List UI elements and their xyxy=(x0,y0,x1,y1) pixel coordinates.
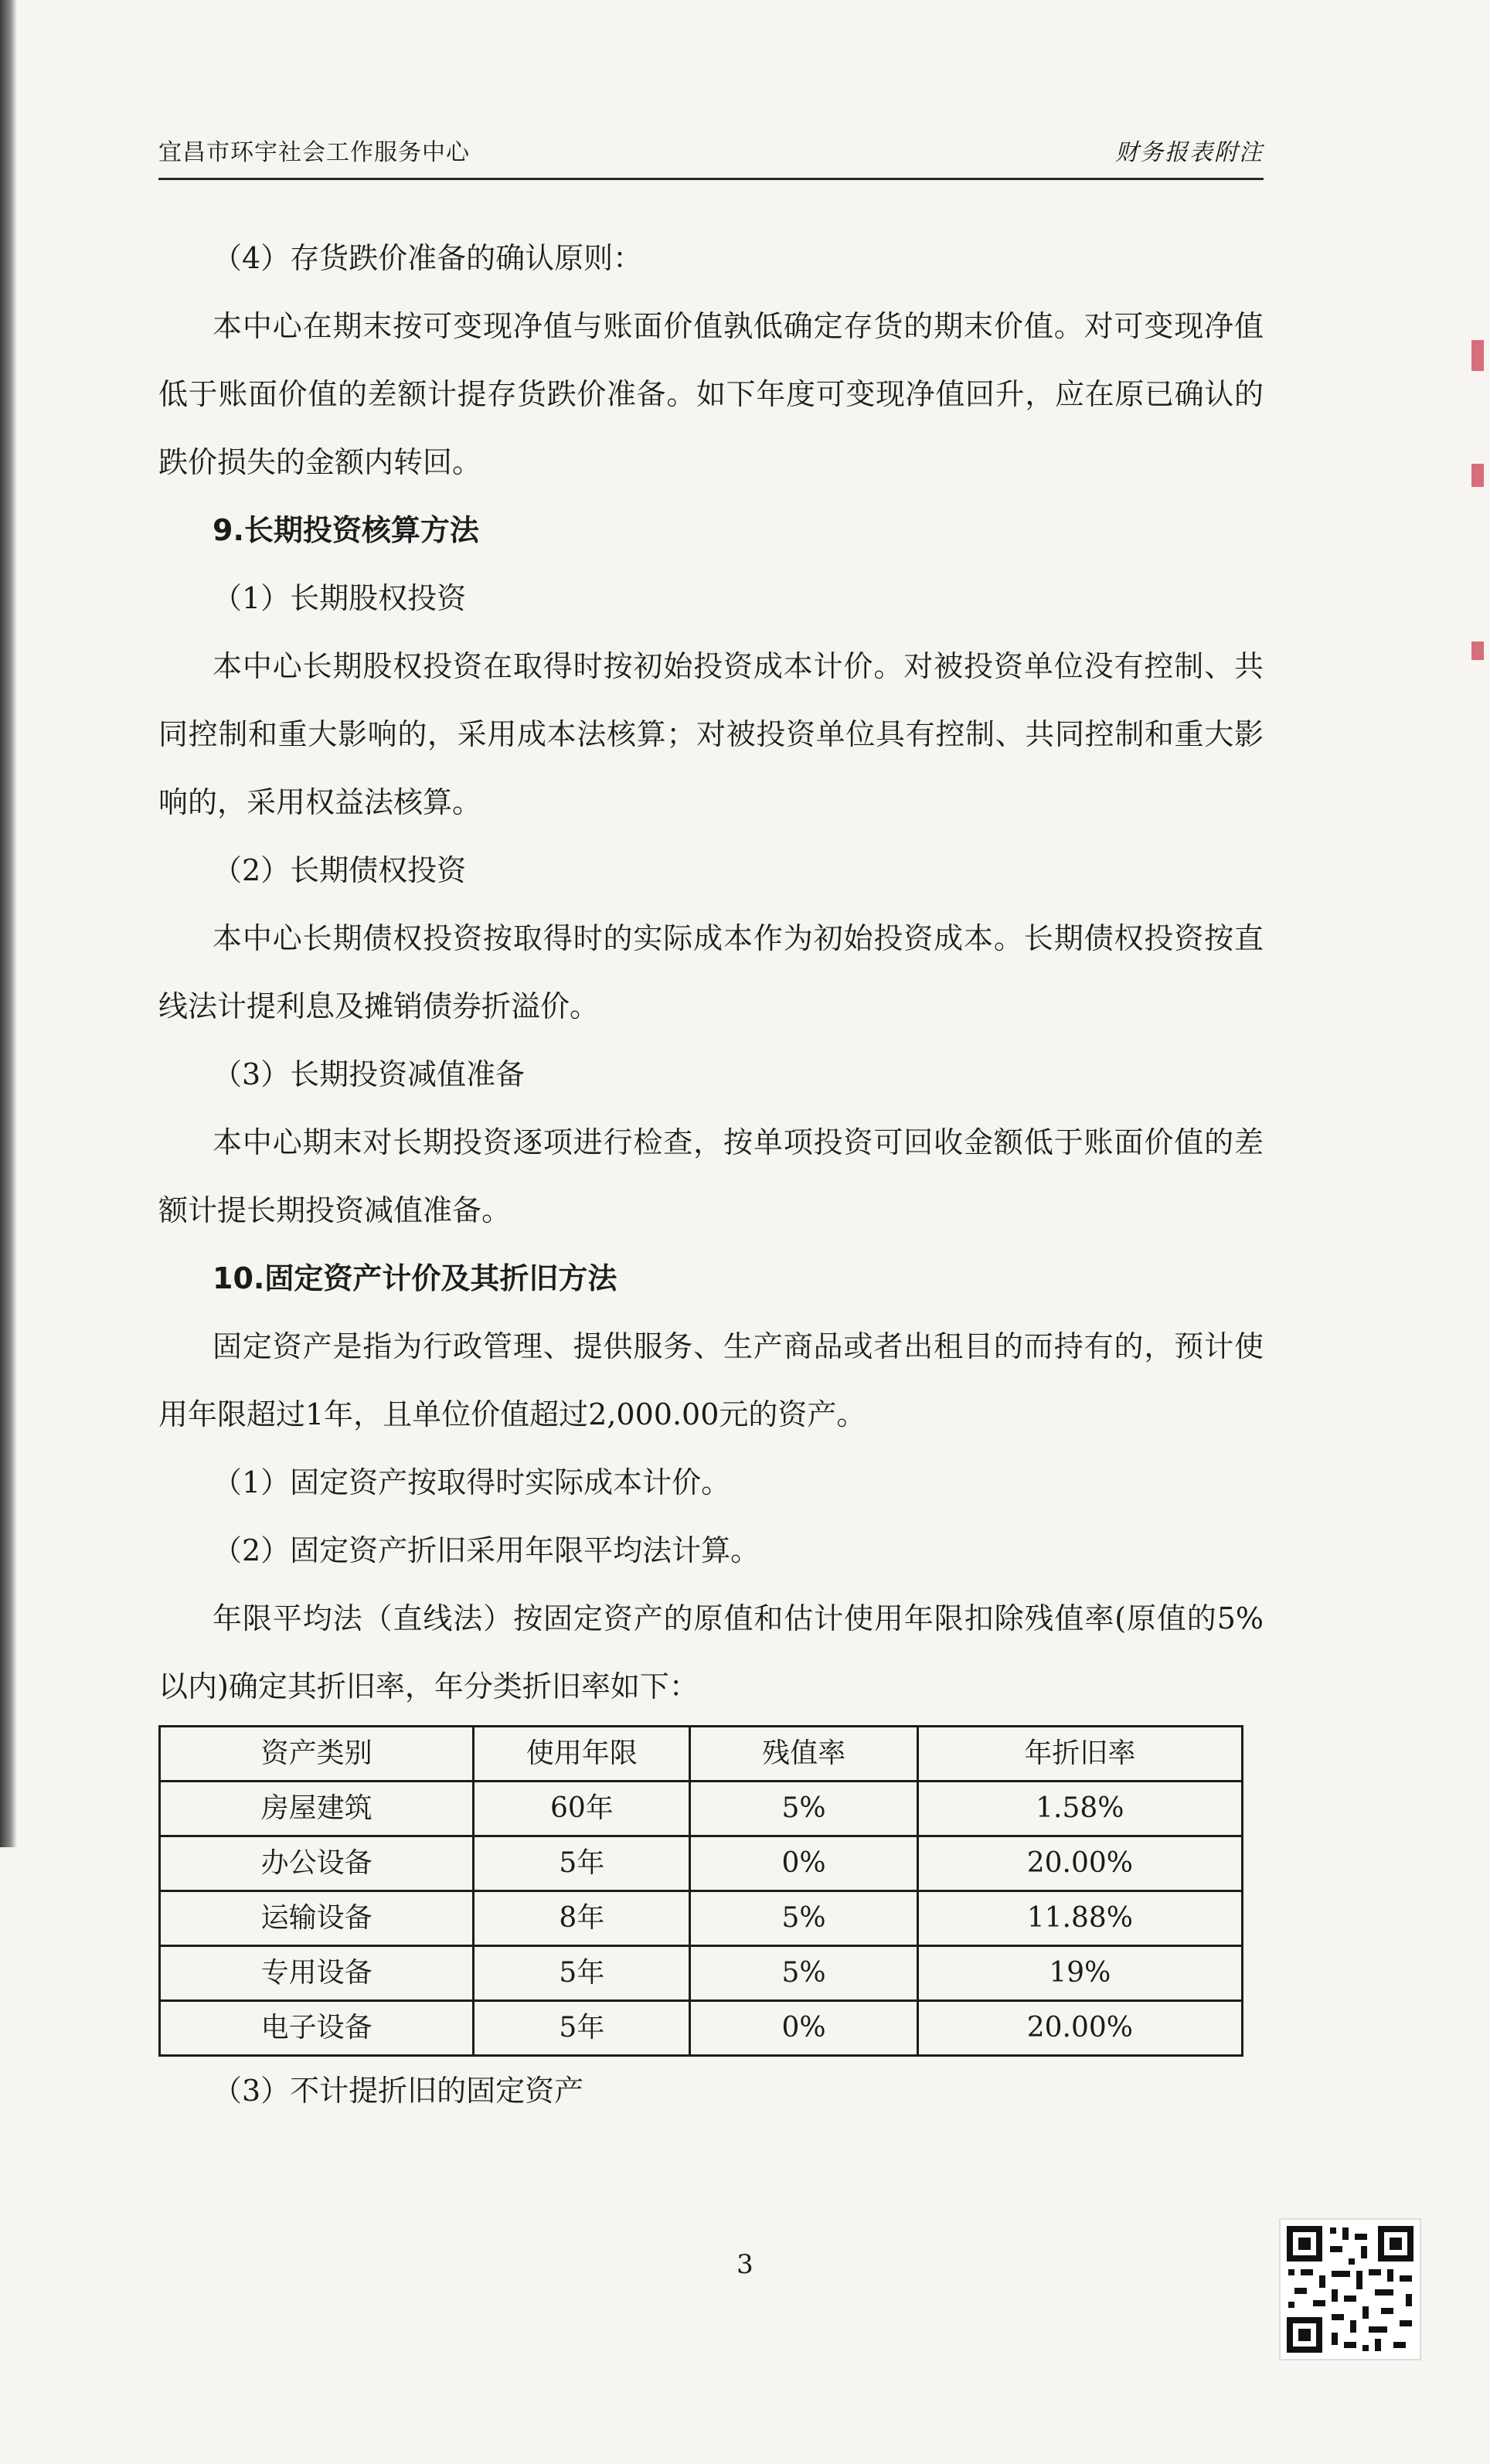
table-cell: 0% xyxy=(690,2001,917,2056)
header-doc-type: 财务报表附注 xyxy=(1115,139,1264,166)
document-body xyxy=(158,224,1264,2125)
page-number: 3 xyxy=(736,2249,754,2280)
impair-body: 本中心期末对长期投资逐项进行检查，按单项投资可回收金额低于账面价值的差额计提长期投资减值准备。 xyxy=(158,1125,1264,1227)
table-cell: 60年 xyxy=(474,1782,690,1836)
table-cell: 5年 xyxy=(474,2001,690,2056)
table-header-cell: 资产类别 xyxy=(160,1727,474,1782)
table-cell: 0% xyxy=(690,1836,917,1891)
table-cell: 5年 xyxy=(474,1946,690,2001)
debt-title: （2）长期债权投资 xyxy=(213,853,467,887)
table-row xyxy=(160,2001,1243,2056)
equity-title: （1）长期股权投资 xyxy=(213,581,467,615)
table-row xyxy=(160,1836,1243,1891)
table-row xyxy=(160,1782,1243,1836)
fixed-assets-item-3: （3）不计提折旧的固定资产 xyxy=(213,2074,584,2108)
table-row xyxy=(160,1891,1243,1946)
table-cell: 20.00% xyxy=(917,2001,1242,2056)
table-cell: 1.58% xyxy=(917,1782,1242,1836)
fixed-assets-heading: 10.固定资产计价及其折旧方法 xyxy=(213,1261,617,1295)
depreciation-table xyxy=(158,1725,1243,2057)
depreciation-method: 年限平均法（直线法）按固定资产的原值和估计使用年限扣除残值率(原值的5%以内)确定其折旧率，年分类折旧率如下： xyxy=(158,1601,1264,1703)
table-cell: 5% xyxy=(690,1782,917,1836)
page-header xyxy=(158,124,1264,180)
table-cell: 5% xyxy=(690,1891,917,1946)
table-cell: 19% xyxy=(917,1946,1242,2001)
table-cell: 办公设备 xyxy=(160,1836,474,1891)
table-header-cell: 残值率 xyxy=(690,1727,917,1782)
inventory-title: （4）存货跌价准备的确认原则： xyxy=(213,241,643,275)
table-cell: 5年 xyxy=(474,1836,690,1891)
fixed-assets-item-1: （1）固定资产按取得时实际成本计价。 xyxy=(213,1465,731,1499)
table-cell: 5% xyxy=(690,1946,917,2001)
table-cell: 房屋建筑 xyxy=(160,1782,474,1836)
stamp-edge-mark xyxy=(1471,340,1484,371)
table-header-cell: 年折旧率 xyxy=(917,1727,1242,1782)
header-org-name: 宜昌市环宇社会工作服务中心 xyxy=(158,139,470,166)
table-row xyxy=(160,1946,1243,2001)
impair-title: （3）长期投资减值准备 xyxy=(213,1057,526,1091)
table-cell: 专用设备 xyxy=(160,1946,474,2001)
table-header-row xyxy=(160,1727,1243,1782)
debt-body: 本中心长期债权投资按取得时的实际成本作为初始投资成本。长期债权投资按直线法计提利息及摊销债券折溢价。 xyxy=(158,921,1264,1023)
equity-body: 本中心长期股权投资在取得时按初始投资成本计价。对被投资单位没有控制、共同控制和重大影响的，采用成本法核算；对被投资单位具有控制、共同控制和重大影响的，采用权益法核算。 xyxy=(158,649,1264,819)
fixed-assets-item-2: （2）固定资产折旧采用年限平均法计算。 xyxy=(213,1533,760,1567)
table-header-cell: 使用年限 xyxy=(474,1727,690,1782)
qr-code xyxy=(1279,2218,1421,2360)
table-cell: 20.00% xyxy=(917,1836,1242,1891)
table-cell: 11.88% xyxy=(917,1891,1242,1946)
fixed-assets-body: 固定资产是指为行政管理、提供服务、生产商品或者出租目的而持有的，预计使用年限超过1年，且单位价值超过2,000.00元的资产。 xyxy=(158,1329,1264,1431)
stamp-edge-mark xyxy=(1471,464,1484,487)
scan-left-edge xyxy=(0,0,17,1847)
stamp-edge-mark xyxy=(1471,642,1484,660)
lt-invest-heading: 9.长期投资核算方法 xyxy=(213,513,479,547)
table-cell: 电子设备 xyxy=(160,2001,474,2056)
table-cell: 运输设备 xyxy=(160,1891,474,1946)
table-cell: 8年 xyxy=(474,1891,690,1946)
qr-code-icon xyxy=(1281,2220,1420,2359)
inventory-body: 本中心在期末按可变现净值与账面价值孰低确定存货的期末价值。对可变现净值低于账面价值的差额计提存货跌价准备。如下年度可变现净值回升，应在原已确认的跌价损失的金额内转回。 xyxy=(158,309,1264,479)
